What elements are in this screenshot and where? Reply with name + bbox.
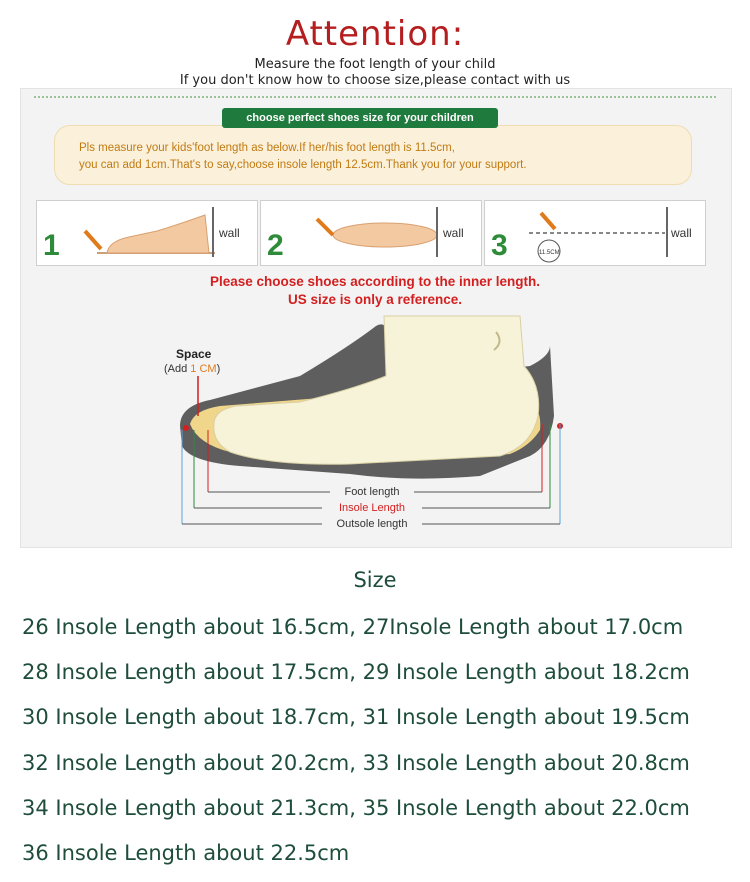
pencil-icon: [317, 219, 333, 235]
guide-note-box: [54, 125, 692, 185]
size-line: 30 Insole Length about 18.7cm, 31 Insole Length about 19.5cm: [22, 705, 690, 729]
note-line-1: Pls measure your kids'foot length as below.If her/his foot length is 11.5cm,: [79, 142, 455, 154]
step-3-number: 3: [491, 229, 508, 262]
guide-badge: choose perfect shoes size for your children: [222, 108, 498, 128]
add-space-label: (Add 1 CM): [164, 363, 221, 375]
wall-label: wall: [443, 226, 464, 240]
size-line: 34 Insole Length about 21.3cm, 35 Insole Length about 22.0cm: [22, 796, 690, 820]
step-2-number: 2: [267, 229, 284, 262]
size-line: 26 Insole Length about 16.5cm, 27Insole Length about 17.0cm: [22, 615, 684, 639]
step-1-number: 1: [43, 229, 60, 262]
foot-length-label: Foot length: [344, 486, 400, 498]
step-1-illustration: [37, 201, 257, 265]
step-1-panel: [36, 200, 258, 266]
ruler-label: 11.5CM: [539, 250, 560, 256]
foot-top-icon: [333, 223, 437, 247]
size-line: 32 Insole Length about 20.2cm, 33 Insole Length about 20.8cm: [22, 751, 690, 775]
size-line: 28 Insole Length about 17.5cm, 29 Insole Length about 18.2cm: [22, 660, 690, 684]
warning-line-2: US size is only a reference.: [287, 292, 463, 307]
foot-side-icon: [107, 215, 209, 253]
size-line: 36 Insole Length about 22.5cm: [22, 841, 350, 865]
outsole-length-label: Outsole length: [336, 518, 408, 530]
space-label: Space: [176, 347, 212, 361]
warning-line-1: Please choose shoes according to the inner length.: [209, 274, 541, 289]
note-line-2: you can add 1cm.That's to say,choose insole length 12.5cm.Thank you for your support.: [79, 159, 527, 171]
step-3-panel: [484, 200, 706, 266]
step-2-panel: [260, 200, 482, 266]
step-2-illustration: [261, 201, 481, 265]
size-heading: Size: [353, 568, 397, 592]
toe-marker: [183, 425, 189, 431]
dotted-divider: [34, 96, 716, 98]
wall-label: wall: [219, 226, 240, 240]
pencil-icon: [541, 213, 555, 229]
page-title: Attention:: [285, 14, 465, 54]
wall-label: wall: [671, 226, 692, 240]
shoe-diagram: [150, 306, 590, 540]
pencil-icon: [85, 231, 101, 249]
insole-length-label: Insole Length: [338, 502, 406, 514]
instruction-line-2: If you don't know how to choose size,please contact with us: [179, 73, 571, 88]
step-3-illustration: [485, 201, 705, 265]
instruction-line-1: Measure the foot length of your child: [254, 57, 496, 72]
